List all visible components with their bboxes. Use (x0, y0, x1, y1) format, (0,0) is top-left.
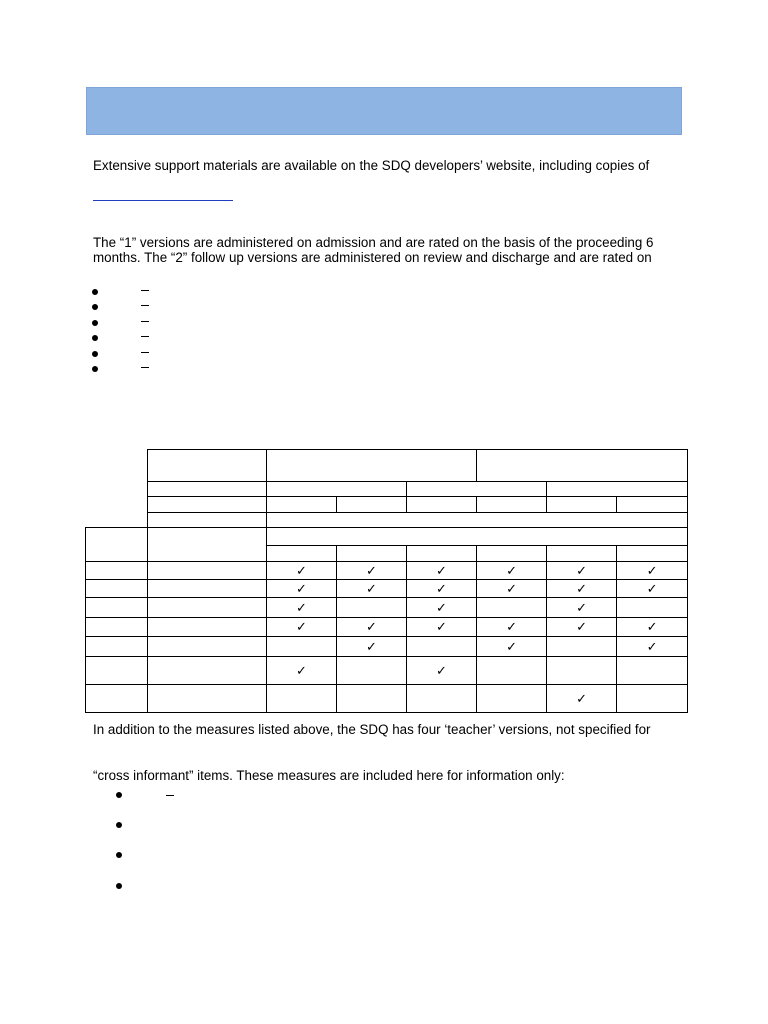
table-cell (86, 598, 148, 618)
table-cell (617, 685, 688, 713)
checkmark-icon: ✓ (366, 563, 377, 579)
table-header-cell (617, 497, 688, 513)
section-header-banner (86, 87, 682, 135)
cross-informant-text: “cross informant” items. These measures are included here for information only: (93, 768, 565, 783)
table-cell (547, 637, 617, 657)
table-cell (337, 562, 407, 580)
bullet-icon (116, 852, 122, 858)
table-cell (337, 637, 407, 657)
checkmark-icon: ✓ (646, 563, 658, 579)
dash-icon (141, 336, 149, 337)
table-cell (407, 657, 477, 685)
table-cell (337, 580, 407, 598)
table-cell (547, 562, 617, 580)
table-cell (547, 598, 617, 618)
table-cell (617, 598, 688, 618)
table-cell (407, 546, 477, 562)
table-cell (86, 618, 148, 637)
checkmark-icon: ✓ (576, 563, 587, 579)
table-cell (148, 657, 267, 685)
checkmark-icon: ✓ (576, 581, 587, 597)
table-cell (407, 562, 477, 580)
checkmark-icon: ✓ (296, 620, 307, 635)
table-cell (267, 528, 688, 546)
table-cell (407, 685, 477, 713)
checkmark-icon: ✓ (646, 620, 658, 635)
table-cell (477, 657, 547, 685)
bullet-icon (92, 366, 98, 372)
table-cell (86, 580, 148, 598)
table-cell (148, 598, 267, 618)
checkmark-icon: ✓ (646, 639, 658, 655)
dash-icon (141, 321, 149, 322)
table-cell (617, 580, 688, 598)
table-cell (617, 562, 688, 580)
bullet-icon (92, 304, 98, 310)
table-header-cell (407, 497, 477, 513)
checkmark-icon: ✓ (296, 663, 307, 679)
table-cell (407, 598, 477, 618)
table-row (86, 685, 688, 713)
table-cell (267, 685, 337, 713)
table-cell (337, 546, 407, 562)
table-cell (617, 637, 688, 657)
table-cell (148, 450, 267, 482)
checkmark-icon: ✓ (506, 563, 517, 579)
table-cell (148, 497, 267, 513)
table-cell (148, 685, 267, 713)
versions-text-line-1: The “1” versions are administered on admission and are rated on the basis of the proceeding 6 (93, 235, 654, 250)
checkmark-icon: ✓ (576, 620, 587, 635)
bullet-icon (92, 335, 98, 341)
checkmark-icon: ✓ (366, 639, 377, 655)
table-cell (477, 546, 547, 562)
table-cell (617, 546, 688, 562)
table-cell (267, 513, 688, 528)
table-header-cell (337, 497, 407, 513)
table-cell (148, 482, 267, 497)
bullet-icon (116, 822, 122, 828)
checkmark-icon: ✓ (436, 620, 447, 635)
bullet-icon (92, 320, 98, 326)
table-cell (477, 637, 547, 657)
table-cell (86, 528, 148, 562)
measures-table-body (86, 562, 688, 713)
table-header-cell (547, 482, 688, 497)
table-cell (337, 598, 407, 618)
checkmark-icon: ✓ (506, 639, 517, 655)
checkmark-icon: ✓ (646, 581, 658, 597)
table-cell (337, 618, 407, 637)
checkmark-icon: ✓ (296, 563, 307, 579)
table-cell (267, 580, 337, 598)
table-cell (477, 598, 547, 618)
table-row (86, 637, 688, 657)
table-cell (148, 513, 267, 528)
table-cell (267, 546, 337, 562)
table-row (86, 657, 688, 685)
table-cell (547, 546, 617, 562)
table-row (86, 598, 688, 618)
dash-icon (141, 305, 149, 306)
checkmark-icon: ✓ (436, 600, 447, 616)
bullet-icon (116, 792, 122, 798)
table-cell (267, 657, 337, 685)
table-cell (86, 562, 148, 580)
table-row (86, 580, 688, 598)
dash-icon (166, 795, 174, 796)
website-link[interactable] (93, 200, 233, 201)
table-cell (148, 562, 267, 580)
table-cell (148, 618, 267, 637)
checkmark-icon: ✓ (436, 581, 447, 597)
table-cell (337, 685, 407, 713)
checkmark-icon: ✓ (436, 663, 447, 679)
table-header-cell (477, 497, 547, 513)
table-cell (148, 528, 267, 562)
table-cell (617, 657, 688, 685)
table-cell (267, 637, 337, 657)
checkmark-icon: ✓ (576, 691, 587, 707)
checkmark-icon: ✓ (576, 600, 587, 616)
table-cell (407, 618, 477, 637)
checkmark-icon: ✓ (506, 581, 517, 597)
table-cell (547, 618, 617, 637)
bullet-icon (92, 289, 98, 295)
dash-icon (141, 290, 149, 291)
table-header-cell (267, 450, 477, 482)
checkmark-icon: ✓ (366, 581, 377, 597)
table-cell (407, 580, 477, 598)
checkmark-icon: ✓ (296, 600, 307, 616)
table-cell (86, 657, 148, 685)
checkmark-icon: ✓ (436, 563, 447, 579)
table-cell (477, 618, 547, 637)
checkmark-icon: ✓ (366, 620, 377, 635)
table-cell (617, 618, 688, 637)
dash-icon (141, 352, 149, 353)
table-cell (148, 580, 267, 598)
table-header-cell (267, 497, 337, 513)
table-cell (547, 580, 617, 598)
table-cell (477, 562, 547, 580)
table-cell (407, 637, 477, 657)
table-cell (547, 685, 617, 713)
teacher-versions-text: In addition to the measures listed above, the SDQ has four ‘teacher’ versions, not specified for (93, 722, 651, 737)
intro-text: Extensive support materials are available on the SDQ developers’ website, including copies of (93, 158, 650, 173)
table-header-cell (547, 497, 617, 513)
table-header-cell (407, 482, 547, 497)
measures-table (85, 449, 688, 713)
table-row (86, 562, 688, 580)
table-row (86, 618, 688, 637)
table-cell (477, 685, 547, 713)
table-cell (547, 657, 617, 685)
table-cell (267, 562, 337, 580)
table-cell (148, 637, 267, 657)
table-header-cell (477, 450, 688, 482)
checkmark-icon: ✓ (506, 620, 517, 635)
table-header-cell (267, 482, 407, 497)
table-cell (267, 618, 337, 637)
dash-icon (141, 367, 149, 368)
bullet-icon (116, 883, 122, 889)
table-cell (267, 598, 337, 618)
versions-text-line-2: months. The “2” follow up versions are administered on review and discharge and are rated on (93, 250, 652, 265)
table-cell (477, 580, 547, 598)
table-cell (86, 685, 148, 713)
checkmark-icon: ✓ (296, 581, 307, 597)
table-cell (337, 657, 407, 685)
bullet-icon (92, 351, 98, 357)
table-cell (86, 637, 148, 657)
